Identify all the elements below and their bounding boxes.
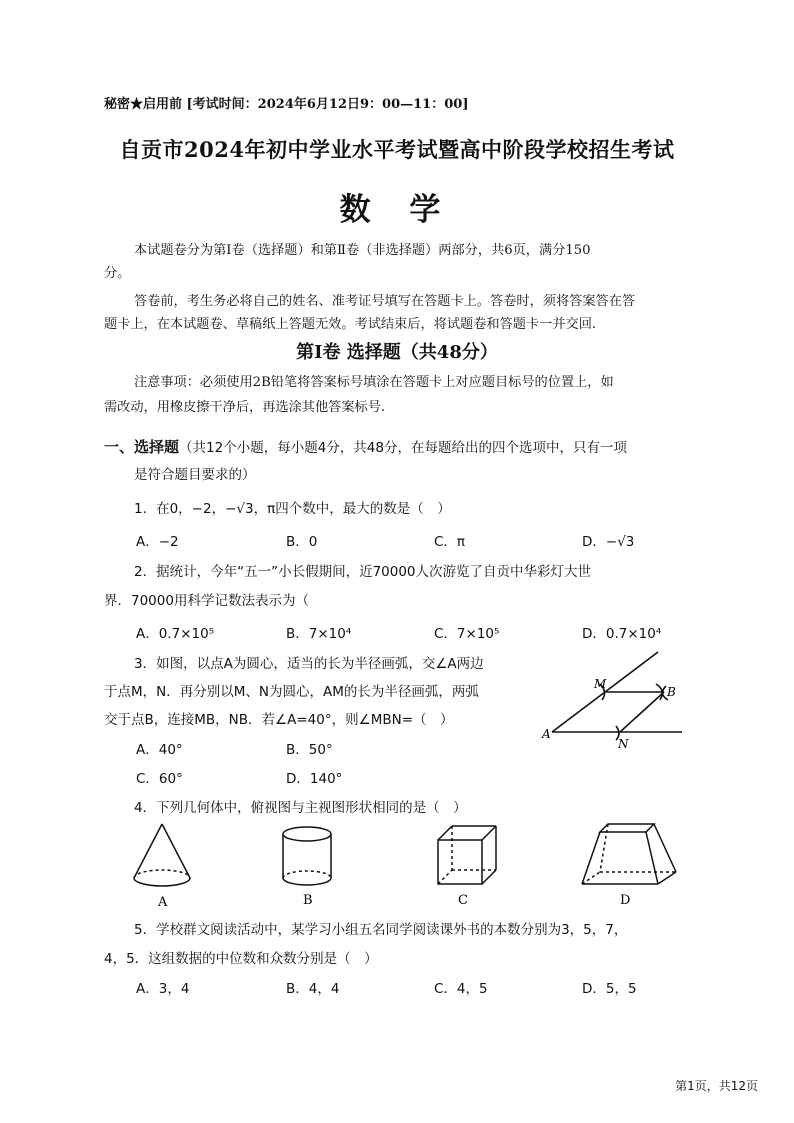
q4-label-b: B [303,893,313,908]
q1-option-c: C．π [434,534,466,550]
q2-stem-2: 界．70000用科学记数法表示为（ [104,593,309,609]
q5-option-d: D．5，5 [582,981,637,997]
q5-option-c: C．4，5 [434,981,488,997]
q2-option-d: D．0.7×10⁴ [582,626,662,642]
q3-segment-nb [620,692,664,732]
q3-option-d: D．140° [286,771,343,787]
q3-option-b: B．50° [286,742,333,758]
q5-option-b: B．4，4 [286,981,340,997]
q5-stem-2: 4，5．这组数据的中位数和众数分别是（ ） [104,951,378,967]
part1-desc-2: 是符合题目要求的） [134,467,256,483]
intro-line-3: 答卷前，考生务必将自己的姓名、准考证号填写在答题卡上。答卷时，须将答案答在答 [134,294,636,309]
q3-label-n: N [618,737,629,751]
q1-option-b: B．0 [286,534,318,550]
q3-stem-2: 于点M，N．再分别以M、N为圆心，AM的长为半径画弧，两弧 [104,684,479,700]
intro-line-2: 分。 [104,266,131,281]
q4-figures [120,818,690,910]
exam-title: 自贡市2024年初中学业水平考试暨高中阶段学校招生考试 [119,137,675,162]
q3-stem-1: 3．如图，以点A为圆心，适当的长为半径画弧，交∠A两边 [134,656,484,672]
intro-line-4: 题卡上，在本试题卷、草稿纸上答题无效。考试结束后，将试题卷和答题卡一并交回. [104,317,597,332]
confidential-header: 秘密★启用前 [考试时间：2024年6月12日9：00—11：00] [104,97,469,112]
q3-label-b: B [667,685,676,699]
q1-option-a: A．−2 [136,534,179,550]
notice-line-1: 注意事项：必须使用2B铅笔将答案标号填涂在答题卡上对应题目标号的位置上，如 [134,375,614,390]
section-title: 第Ⅰ卷 选择题（共48分） [296,342,498,363]
part1-desc-1: （共12个小题，每小题4分，共48分，在每题给出的四个选项中，只有一项 [179,440,627,456]
q4-label-a: A [158,895,168,910]
q2-option-b: B．7×10⁴ [286,626,352,642]
subject-title: 数 学 [339,192,455,228]
q3-label-m: M [594,677,607,691]
notice-line-2: 需改动，用橡皮擦干净后，再选涂其他答案标号. [104,400,386,415]
cube-shape [438,826,496,884]
frustum-shape [582,824,676,884]
cylinder-shape [283,827,331,885]
q2-stem-1: 2．据统计，今年“五一”小长假期间，近70000人次游览了自贡中华彩灯大世 [134,564,592,580]
cone-shape [134,824,190,886]
q3-label-a: A [542,727,551,741]
intro-line-1: 本试题卷分为第Ⅰ卷（选择题）和第Ⅱ卷（非选择题）两部分，共6页，满分150 [134,243,591,258]
q3-option-a: A．40° [136,742,183,758]
part1-heading-line [104,436,627,457]
q3-stem-3: 交于点B，连接MB，NB．若∠A=40°，则∠MBN=（ ） [104,712,454,728]
q1-stem: 1．在0，−2，−√3，π四个数中，最大的数是（ ） [134,501,451,517]
q3-figure [540,640,700,760]
q2-option-c: C．7×10⁵ [434,626,500,642]
q1-option-d: D．−√3 [582,534,635,550]
q3-option-c: C．60° [136,771,183,787]
q2-option-a: A．0.7×10⁵ [136,626,215,642]
q5-option-a: A．3，4 [136,981,190,997]
q5-stem-1: 5．学校群文阅读活动中，某学习小组五名同学阅读课外书的本数分别为3，5，7， [134,922,628,938]
page-number: 第1页，共12页 [675,1079,758,1093]
part1-heading: 一、选择题 [104,438,180,456]
q4-stem: 4．下列几何体中，俯视图与主视图形状相同的是（ ） [134,800,467,816]
q4-label-d: D [620,893,631,908]
q4-label-c: C [458,893,468,908]
